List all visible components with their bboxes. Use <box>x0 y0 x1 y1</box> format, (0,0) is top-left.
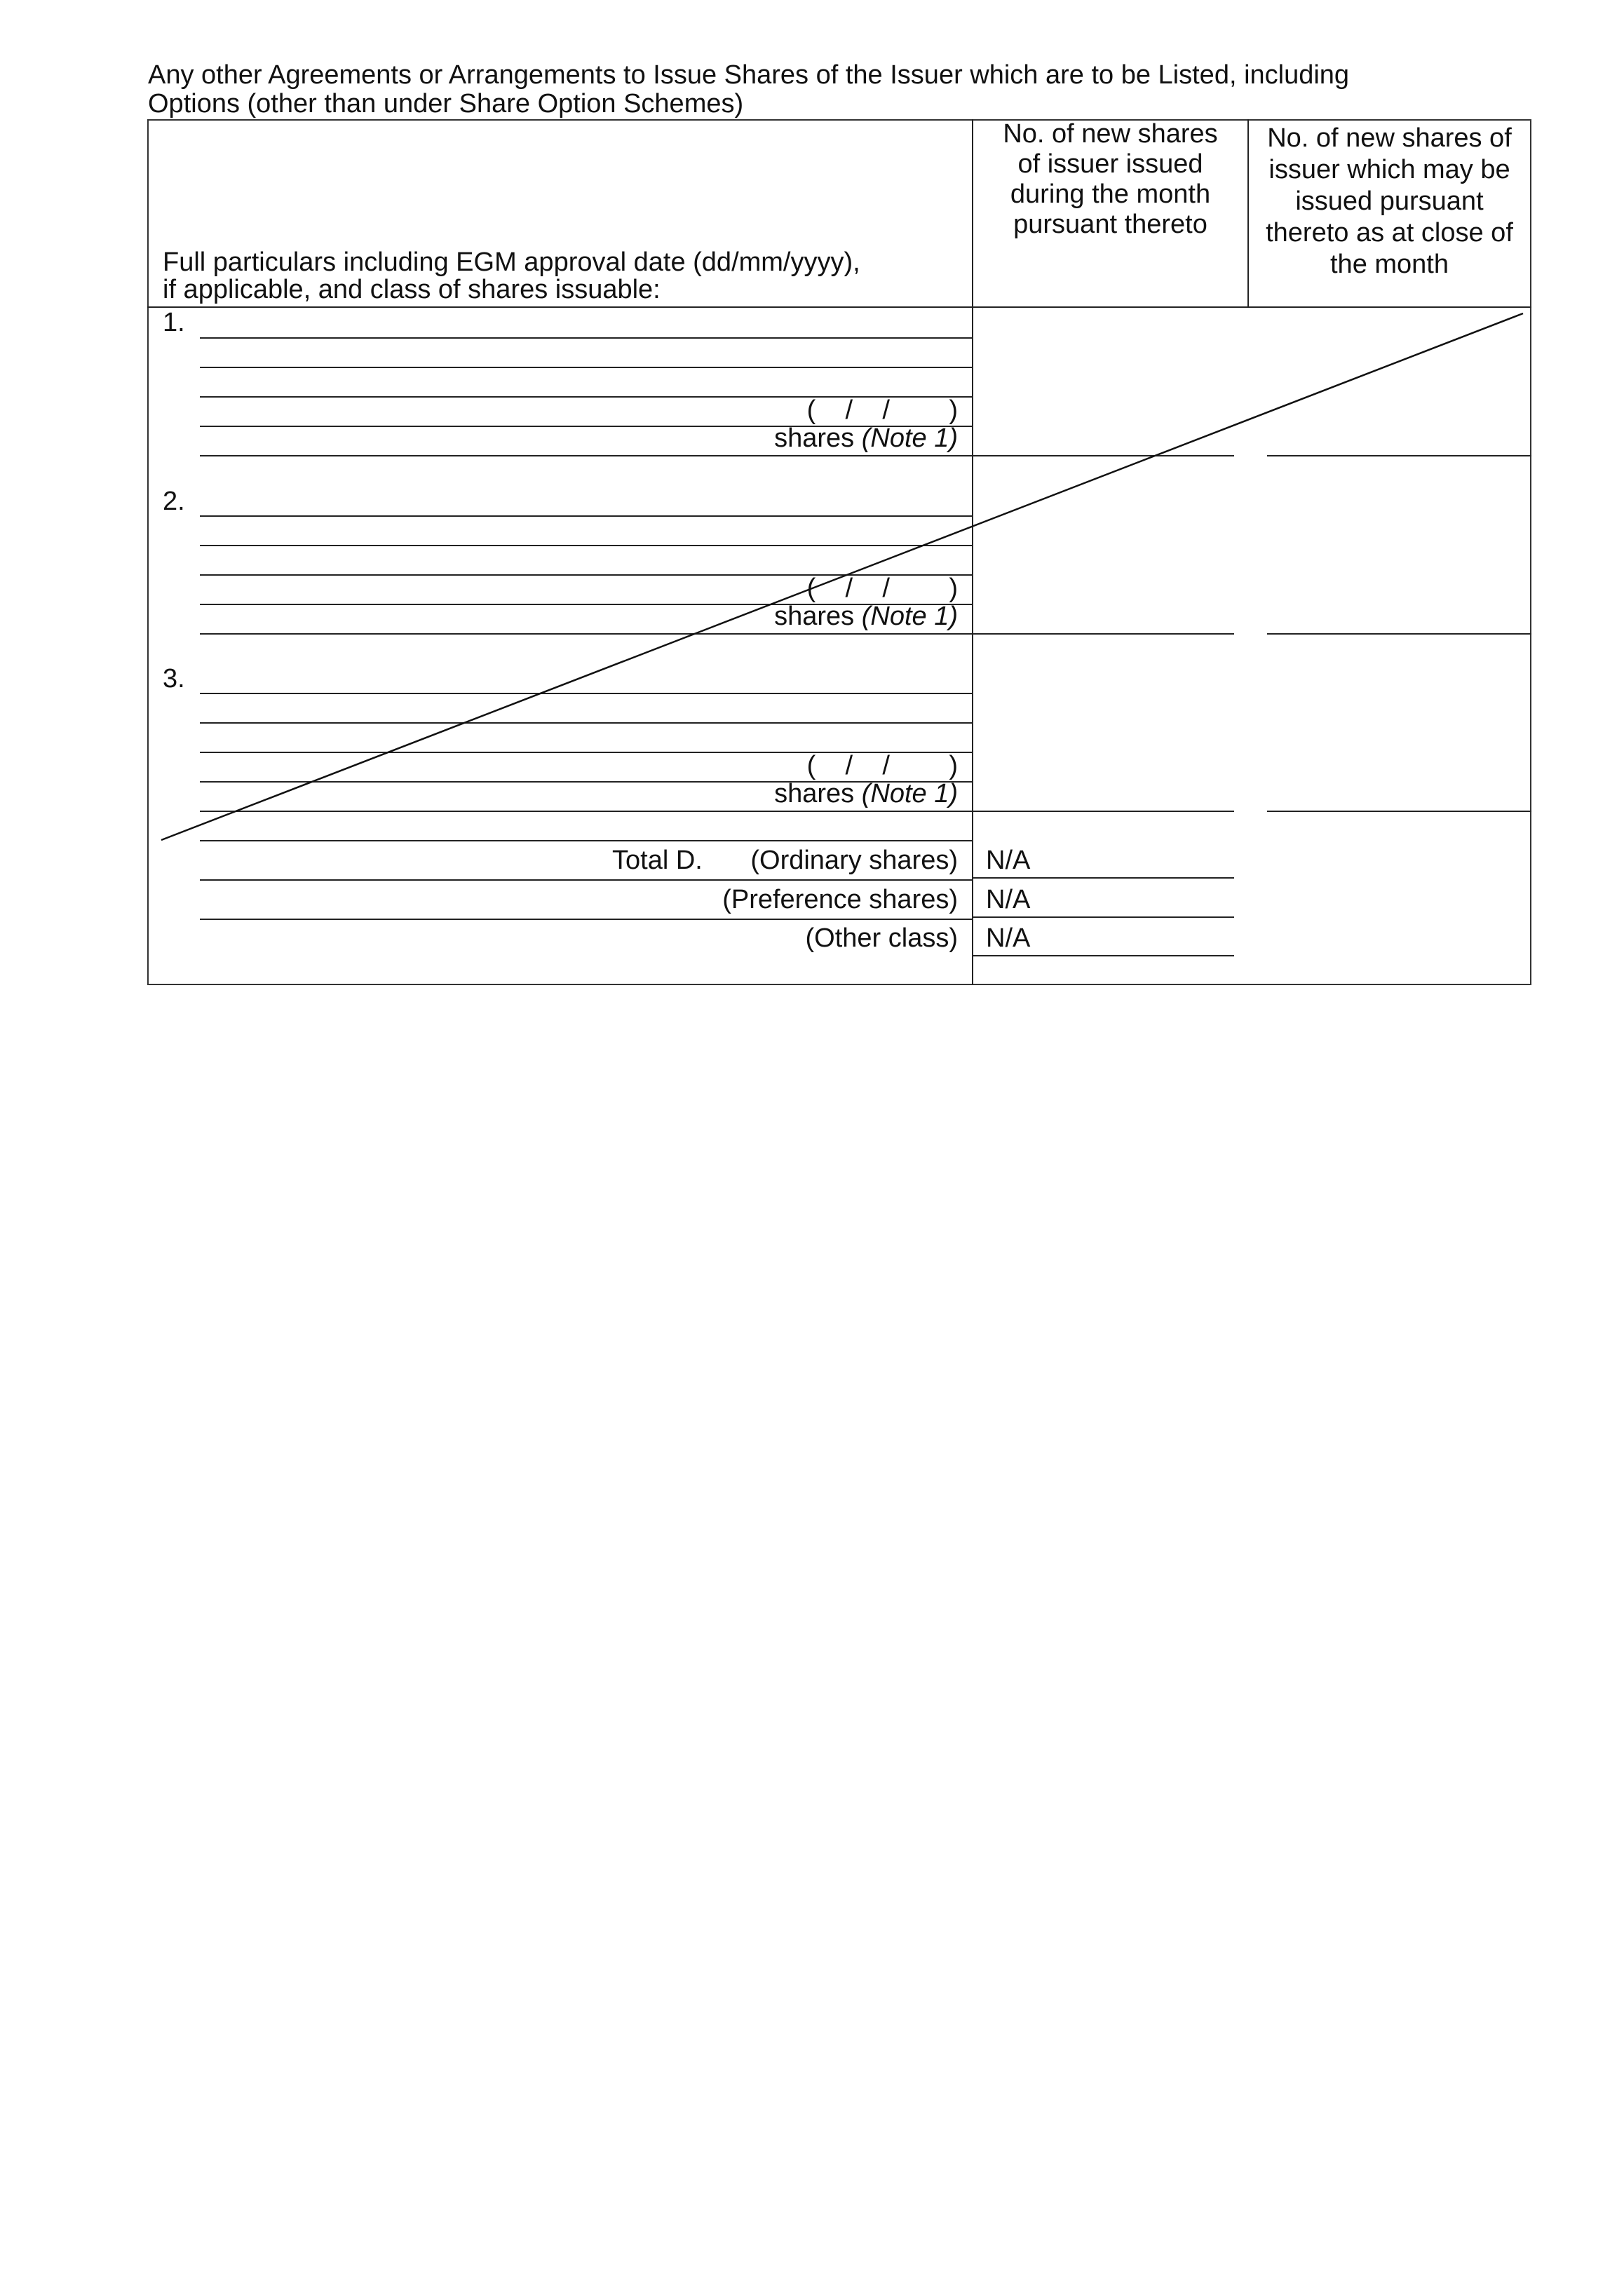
totals-label: Total D. <box>612 846 703 875</box>
entry-3-note-ref: (Note 1) <box>861 779 958 808</box>
entry-2-note-ref: (Note 1) <box>861 602 958 631</box>
entry-2-shares-word: shares <box>774 602 855 631</box>
totals-ordinary-class: (Ordinary shares) <box>750 846 958 875</box>
entry-2-date-field[interactable]: ( / / ) <box>806 574 958 603</box>
totals-other-class: (Other class) <box>805 923 958 953</box>
particulars-header-line1: Full particulars including EGM approval date (dd/mm/yyyy), <box>163 248 860 277</box>
strike-through-stroke <box>161 313 1523 840</box>
entry-3-shares-word: shares <box>774 779 855 808</box>
totals-ordinary-value[interactable]: N/A <box>986 846 1031 875</box>
may-issue-header-line2: issuer which may be <box>1268 155 1510 184</box>
may-issue-header-line3: issued pursuant <box>1295 187 1484 216</box>
entry-1-number: 1. <box>163 308 185 337</box>
particulars-header-line2: if applicable, and class of shares issuable: <box>163 275 661 304</box>
issued-header-line1: No. of new shares <box>1003 119 1218 149</box>
section-heading-line1: Any other Agreements or Arrangements to Issue Shares of the Issuer which are to be Listed, including <box>148 60 1350 90</box>
issued-header-line3: during the month <box>1010 180 1211 209</box>
totals-preference-value[interactable]: N/A <box>986 885 1031 914</box>
totals-preference-class: (Preference shares) <box>722 885 958 914</box>
entry-1-date-field[interactable]: ( / / ) <box>806 395 958 425</box>
issued-header-line2: of issuer issued <box>1017 149 1203 179</box>
may-issue-header-line1: No. of new shares of <box>1267 123 1512 153</box>
may-issue-header-line5: the month <box>1330 250 1449 279</box>
entry-2-number: 2. <box>163 487 185 516</box>
entry-3-number: 3. <box>163 664 185 693</box>
totals-other-value[interactable]: N/A <box>986 923 1031 953</box>
entry-1-note-ref: (Note 1) <box>861 424 958 453</box>
section-heading-line2: Options (other than under Share Option Schemes) <box>148 89 744 119</box>
issued-header-line4: pursuant thereto <box>1013 210 1207 239</box>
entry-1-shares-word: shares <box>774 424 855 453</box>
may-issue-header-line4: thereto as at close of <box>1266 218 1513 248</box>
entry-3-date-field[interactable]: ( / / ) <box>806 751 958 780</box>
